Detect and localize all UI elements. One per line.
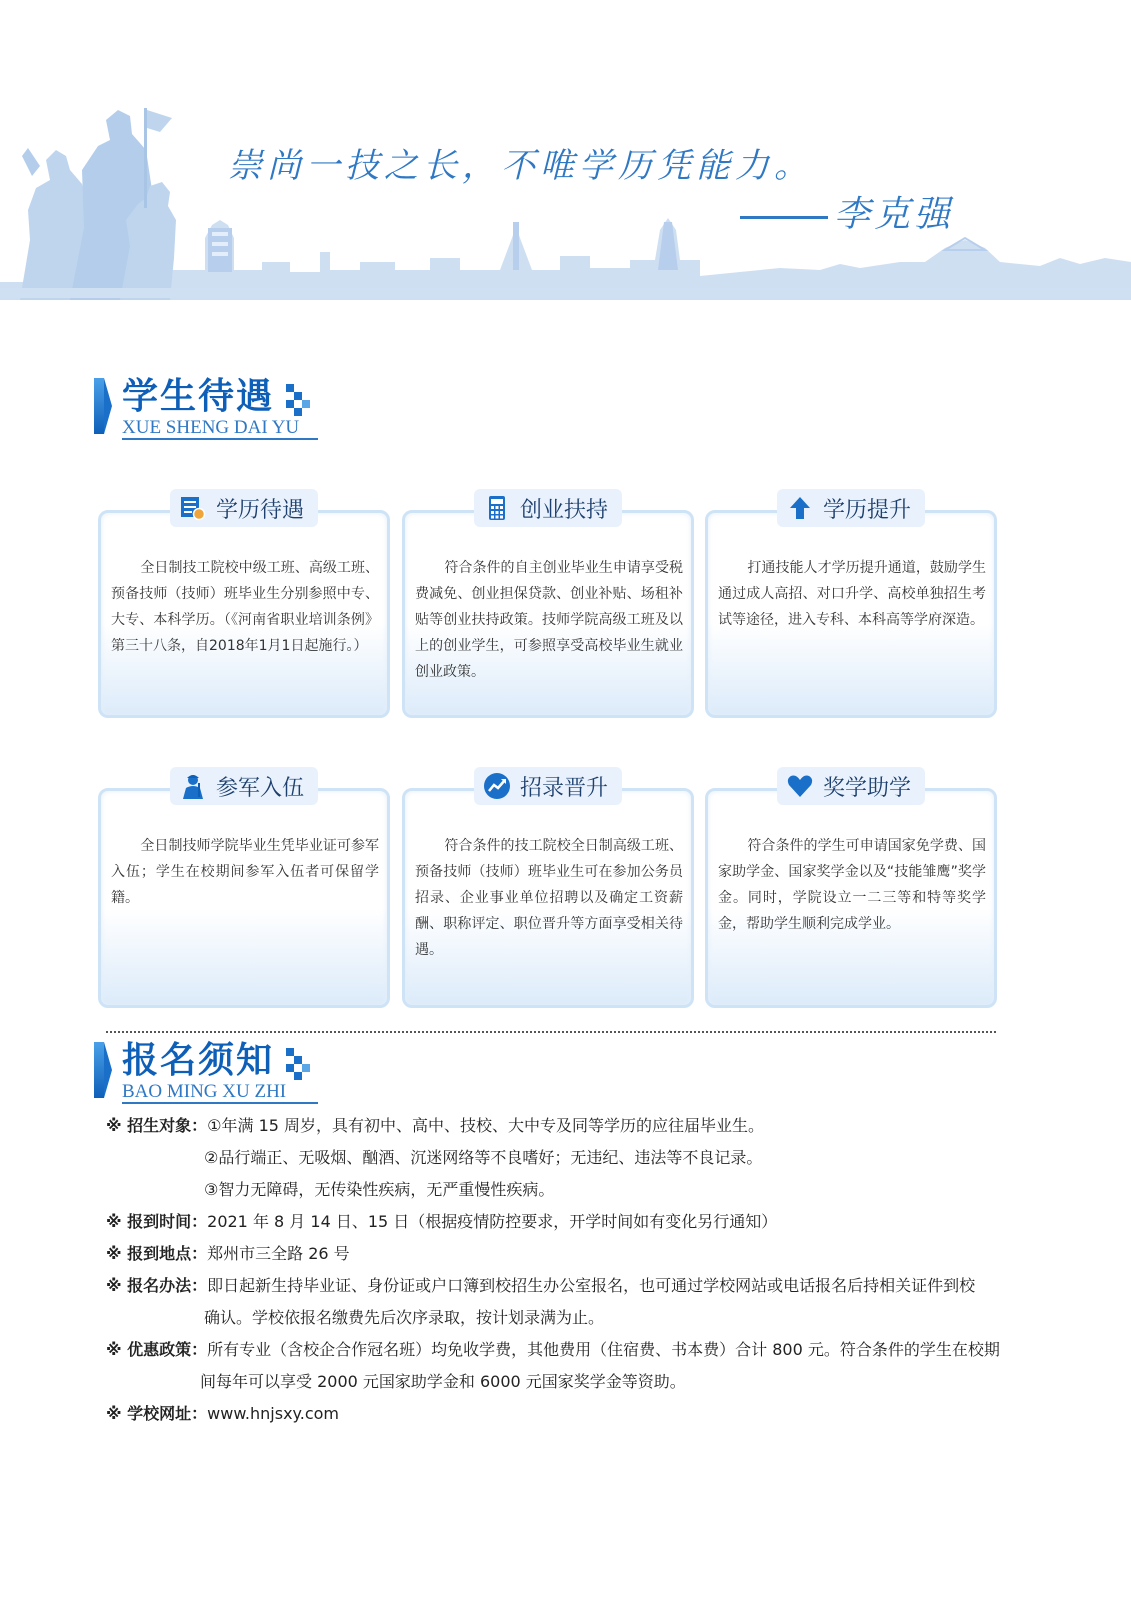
card-title-tag	[777, 767, 925, 805]
notice-target-line-3: ③智力无障碍，无传染性疾病，无严重慢性疾病。	[204, 1180, 555, 1199]
notice-key: ※ 优惠政策：	[106, 1340, 208, 1359]
heading-accent-bar	[94, 378, 104, 434]
card-title: 奖学助学	[822, 775, 912, 801]
card-title-tag	[777, 489, 925, 527]
notice-value: 2021 年 8 月 14 日、15 日（根据疫情防控要求，开学时间如有变化另行通知）	[207, 1212, 778, 1231]
certificate-icon	[178, 493, 208, 523]
card-body: 全日制技工院校中级工班、高级工班、预备技师（技师）班毕业生分别参照中专、大专、本科学历。（《河南省职业培训条例》第三十八条，自2018年1月1日起施行。）	[111, 560, 379, 654]
card-body: 符合条件的学生可申请国家免学费、国家助学金、国家奖学金以及“技能雏鹰”奖学金。同时，学院设立一二三等和特等奖学金，帮助学生顺利完成学业。	[718, 838, 986, 932]
banner-quote-author	[740, 186, 954, 237]
notice-key: ※ 报到地点：	[106, 1244, 208, 1263]
header-banner	[0, 0, 1131, 310]
trend-icon	[482, 771, 512, 801]
card-title: 创业扶持	[519, 497, 609, 523]
section-title: 学生待遇	[122, 376, 275, 417]
notice-method-line-2: 确认。学校依报名缴费先后次序录取，按计划录满为止。	[204, 1308, 605, 1327]
notice-key: ※ 招生对象：	[106, 1116, 208, 1135]
card-title: 参军入伍	[215, 775, 305, 801]
notice-value: 即日起新生持毕业证、身份证或户口簿到校招生办公室报名，也可通过学校网站或电话报名后持相关证件到校	[207, 1276, 976, 1295]
card-body: 打通技能人才学历提升通道，鼓励学生通过成人高招、对口升学、高校单独招生考试等途径，进入专科、本科高等学府深造。	[718, 560, 986, 628]
notice-method	[106, 1276, 975, 1296]
heading-underline	[122, 1102, 318, 1104]
card-education-benefit	[98, 497, 390, 718]
card-military-enlistment	[98, 775, 390, 1008]
card-recruitment-promotion	[402, 775, 694, 1008]
card-title: 招录晋升	[519, 775, 609, 801]
card-title-tag	[170, 489, 318, 527]
section-title-pinyin: XUE SHENG DAI YU	[122, 417, 300, 438]
card-title-tag	[170, 767, 318, 805]
calculator-icon	[482, 493, 512, 523]
card-body: 全日制技师学院毕业生凭毕业证可参军入伍；学生在校期间参军入伍者可保留学籍。	[111, 838, 379, 906]
notice-policy-line-2: 间每年可以享受 2000 元国家助学金和 6000 元国家奖学金等资助。	[200, 1372, 686, 1391]
notice-website	[106, 1404, 339, 1424]
notice-target-line-2: ②品行端正、无吸烟、酗酒、沉迷网络等不良嗜好；无违纪、违法等不良记录。	[204, 1148, 763, 1167]
quote-author-name: 李克强	[834, 194, 955, 235]
banner-quote: 崇尚一技之长，不唯学历凭能力。	[228, 146, 813, 186]
card-scholarship-aid	[705, 775, 997, 1008]
heading-accent-bar	[94, 1042, 104, 1098]
card-body: 符合条件的技工院校全日制高级工班、预备技师（技师）班毕业生可在参加公务员招录、企业事业单位招聘以及确定工资薪酬、职称评定、职位晋升等方面享受相关待遇。	[415, 838, 683, 958]
card-entrepreneurship-support	[402, 497, 694, 718]
section-heading-notice	[94, 1040, 334, 1104]
dash-line	[740, 216, 828, 219]
notice-time	[106, 1212, 777, 1232]
section-heading-benefits	[94, 376, 334, 440]
card-title: 学历待遇	[215, 497, 305, 523]
arrow-up-icon	[785, 493, 815, 523]
card-title: 学历提升	[822, 497, 912, 523]
notice-value: 郑州市三全路 26 号	[207, 1244, 350, 1263]
dotted-divider	[106, 1031, 996, 1033]
notice-key: ※ 报到时间：	[106, 1212, 208, 1231]
heading-decor-icon	[286, 1048, 310, 1080]
card-title-tag	[474, 489, 622, 527]
notice-target	[106, 1116, 764, 1136]
card-body: 符合条件的自主创业毕业生申请享受税费减免、创业担保贷款、创业补贴、场租补贴等创业扶持政策。技师学院高级工班及以上的创业学生，可参照享受高校毕业生就业创业政策。	[415, 560, 683, 680]
notice-value: 所有专业（含校企合作冠名班）均免收学费，其他费用（住宿费、书本费）合计 800 元。符合条件的学生在校期	[207, 1340, 1000, 1359]
card-title-tag	[474, 767, 622, 805]
heading-decor-icon	[286, 384, 310, 416]
notice-place	[106, 1244, 350, 1264]
notice-policy	[106, 1340, 1000, 1360]
heading-underline	[122, 438, 318, 440]
notice-key: ※ 学校网址：	[106, 1404, 208, 1423]
website-link[interactable]: www.hnjsxy.com	[207, 1404, 339, 1423]
section-title-pinyin: BAO MING XU ZHI	[122, 1081, 287, 1102]
notice-value: ①年满 15 周岁，具有初中、高中、技校、大中专及同等学历的应往届毕业生。	[207, 1116, 765, 1135]
card-education-upgrade	[705, 497, 997, 718]
notice-key: ※ 报名办法：	[106, 1276, 208, 1295]
section-title: 报名须知	[122, 1040, 275, 1081]
soldier-icon	[178, 771, 208, 801]
heart-icon	[785, 771, 815, 801]
